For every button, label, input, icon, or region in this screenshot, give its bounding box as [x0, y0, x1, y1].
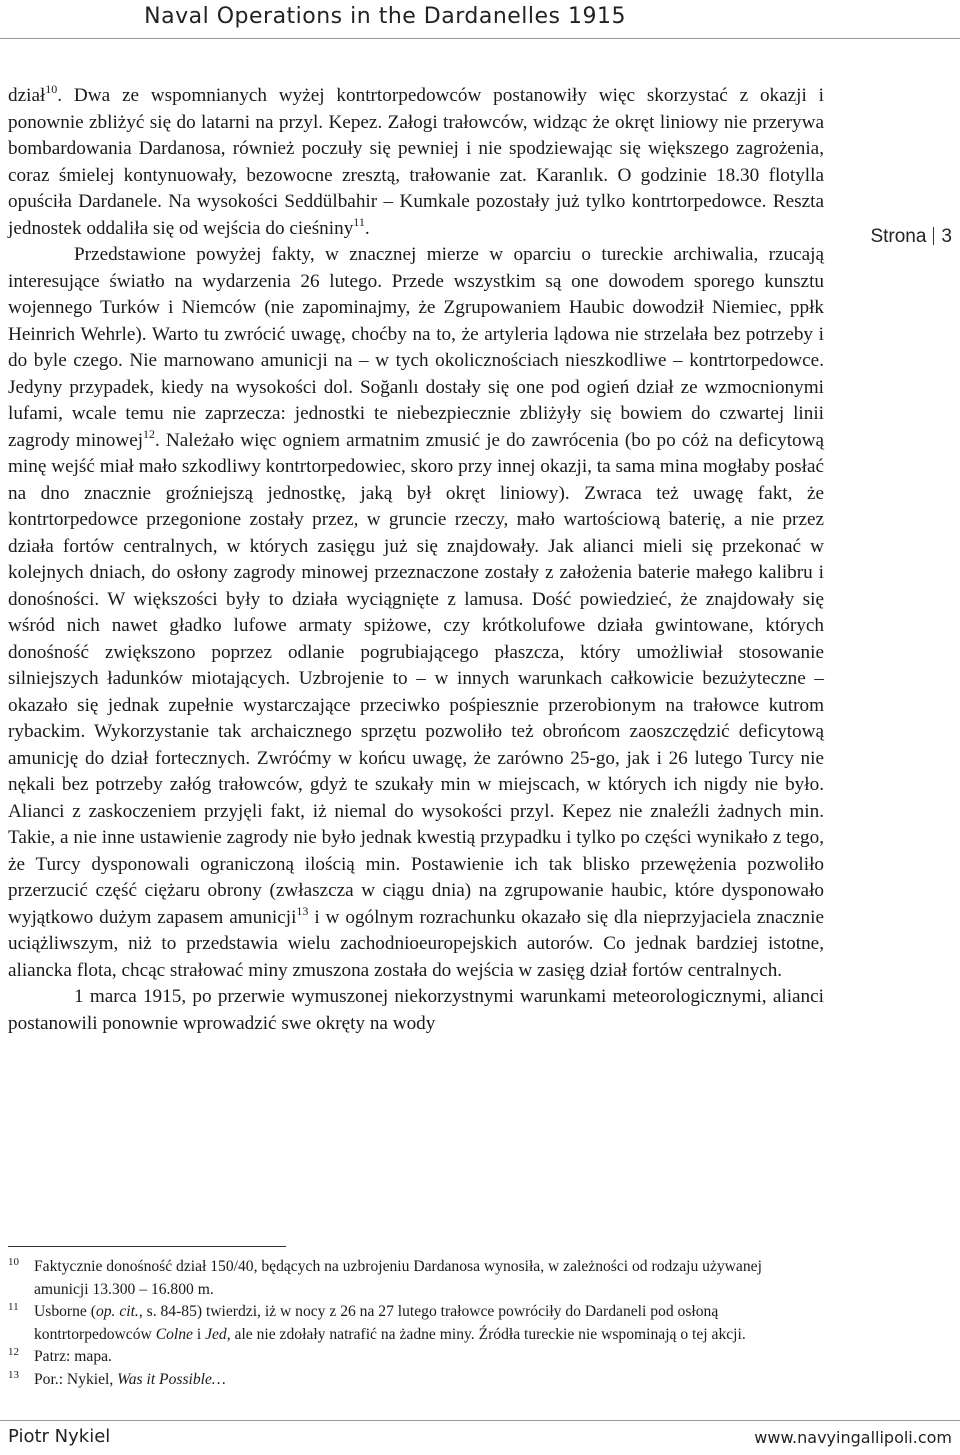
footnotes-section: [8, 1256, 808, 1391]
page-header-title: Naval Operations in the Dardanelles 1915: [144, 4, 626, 29]
p1-text-c: .: [364, 217, 370, 239]
page-number-label: [870, 226, 952, 248]
footnote-11: [8, 1301, 808, 1346]
paragraph-2: [8, 242, 824, 984]
footnote-text: Faktycznie donośność dział 150/40, będących na uzbrojeniu Dardanosa wynosiła, w zależności od rodzaju używanej amunicji 13.300 – 16.800 m.: [34, 1258, 762, 1298]
page-separator: [933, 227, 934, 245]
p2-text-a: Przedstawione powyżej fakty, w znacznej mierze w oparciu o tureckie archiwalia, rzucają interesujące światło na wydarzenia 26 lutego. Przede wszystkim są one dowodem sporego kunsztu wojennego Turków i Niemców (nie zapominajmy, że Zgrupowaniem Haubic dowodził Niemiec, ppłk Heinrich Wehrle). Warto tu zwrócić uwagę, choćby na to, że artyleria lądowa nie strzelała bez potrzeby i do byle czego. Nie marnowano amunicji na – w tych okolicznościach nieszkodliwe – kontrtorpedowce. Jedyny przypadek, kiedy na wysokości dol. Soğanlı dostały się one pod ogień dział ze wzmocnionymi lufami, wcale temu nie zaprzecza: jednostki te niebezpiecznie zbliżyły się bowiem do czwartej linii zagrody minowej: [8, 244, 824, 451]
footnote-text: , s. 84-85) twierdzi, iż w nocy z 26 na 27 lutego trałowce powróciły do Dardaneli pod osłoną kontrtorpedowców: [34, 1303, 719, 1343]
footnote-text: Usborne (: [34, 1303, 96, 1320]
footnote-text: , ale nie zdołały natrafić na żadne miny. Źródła tureckie nie wspominają o tej akcji.: [226, 1325, 746, 1343]
footnote-ref-12[interactable]: 12: [143, 426, 156, 441]
p1-text-b: . Dwa ze wspomnianych wyżej kontrtorpedowców postanowiły więc skorzystać z okazji i ponownie zbliżyć się do latarni na przyl. Kepez. Załogi trałowców, widząc że okręt liniowy nie przerywa bombardowania Dardanosa, również poczuły się pewniej i nie spodziewając się większego zagrożenia, coraz śmielej kontynuowały, bezowocne zresztą, trałowanie zat. Karanlık. O godzinie 18.30 flotylla opuściła Dardanele. Na wysokości Seddülbahir – Kumkale pozostały już tylko kontrtorpedowce. Reszta jednostek oddaliła się od wejścia do cieśniny: [8, 85, 824, 239]
p2-text-b: . Należało więc ogniem armatnim zmusić je do zawrócenia (bo po cóż na deficytową minę wejść miał mało szkodliwy kontrtorpedowiec, skoro przy innej okazji, ta sama mina mogłaby posłać na dno znacznie groźniejszą jednostkę, jaką był okręt liniowy). Zwraca też uwagę fakt, że kontrtorpedowce przegonione zostały przez, w gruncie rzeczy, mało wartościową baterię, a nie przez działa fortów centralnych, w których zasięgu już się znajdowały. Jak alianci mieli się przekonać w kolejnych dniach, do osłony zagrody minowej przeznaczone zostały z założenia baterie małego kalibru i donośności. W większości były to działa wyciągnięte z lamusa. Dość powiedzieć, że znajdowały się wśród nich nawet gładko lufowe armaty spiżowe, czy krótkolufowe działa gwintowane, których donośność zwiększono poprzez odlanie pogrubiającego płaszcza, który umożliwiał stosowanie silniejszych ładunków miotających. Uzbrojenie to – w innych warunkach całkowicie bezużyteczne – okazało się jednak zupełnie wystarczające przeciwko pośpiesznie przerobionym na trałowce kutrom rybackim. Wykorzystanie tak archaicznego sprzętu pozwoliło też obrońcom zaoszczędzić deficytową amunicję do dział fortecznych. Zwróćmy w końcu uwagę, że zarówno 25-go, jak i 26 lutego Turcy nie nękali bez potrzeby załóg trałowców, gdyż te szukały min w miejscach, w których ich nigdy nie było. Alianci z zaskoczeniem przyjęli fakt, iż niemal do wysokości przyl. Kepez nie znaleźli żadnych min. Takie, a nie inne ustawienie zagrody nie było jednak kwestią przypadku i tylko po części wynikało z tego, że Turcy dysponowali ograniczoną ilością min. Postawienie ich tak blisko przewężenia pozwoliło przerzucić część ciężaru obrony (zwłaszcza w ciągu dnia) na zgrupowanie haubic, które dysponowało wyjątkowo dużym zapasem amunicji: [8, 429, 824, 928]
footnote-number: 12: [8, 1346, 19, 1358]
article-body: [8, 83, 824, 1037]
header-divider: [0, 38, 960, 39]
footer-divider: [0, 1420, 960, 1421]
p2-text-c: i w ogólnym rozrachunku okazało się dla nieprzyjaciela znacznie uciążliwszym, niż to przedstawia wielu zachodnioeuropejskich autorów. Co jednak bardziej istotne, aliancka flota, chcąc strałować miny zmuszona została do wejścia w zasięg dział fortów centralnych.: [8, 906, 824, 981]
footnote-13: [8, 1369, 808, 1392]
footnote-italic: Was it Possible…: [117, 1370, 226, 1388]
footnote-divider: [8, 1246, 286, 1247]
p1-text-a: dział: [8, 85, 46, 106]
footnote-text: Por.: Nykiel,: [34, 1370, 118, 1388]
footnote-number: 13: [8, 1368, 19, 1381]
paragraph-1: [8, 83, 824, 242]
footnote-italic: op. cit.: [95, 1303, 139, 1320]
footer-author: Piotr Nykiel: [8, 1426, 111, 1447]
footer-website-link[interactable]: www.navyingallipoli.com: [754, 1428, 952, 1447]
page-word: Strona: [870, 226, 927, 247]
footnote-italic: Jed: [205, 1325, 227, 1343]
page-number: 3: [941, 226, 952, 247]
footnote-ref-10[interactable]: 10: [45, 82, 58, 96]
footnote-ref-13[interactable]: 13: [296, 903, 309, 918]
footnote-12: [8, 1346, 808, 1369]
footnote-text: i: [192, 1325, 206, 1343]
footnote-number: 11: [8, 1301, 19, 1313]
footnote-10: [8, 1256, 808, 1301]
footnote-text: Patrz: mapa.: [34, 1348, 112, 1365]
footnote-number: 10: [8, 1256, 19, 1268]
footnote-italic: Colne: [155, 1325, 193, 1343]
paragraph-3: 1 marca 1915, po przerwie wymuszonej niekorzystnymi warunkami meteorologicznymi, alianci postanowili ponownie wprowadzić swe okręty na wody: [8, 986, 824, 1034]
footnote-ref-11[interactable]: 11: [353, 214, 365, 229]
